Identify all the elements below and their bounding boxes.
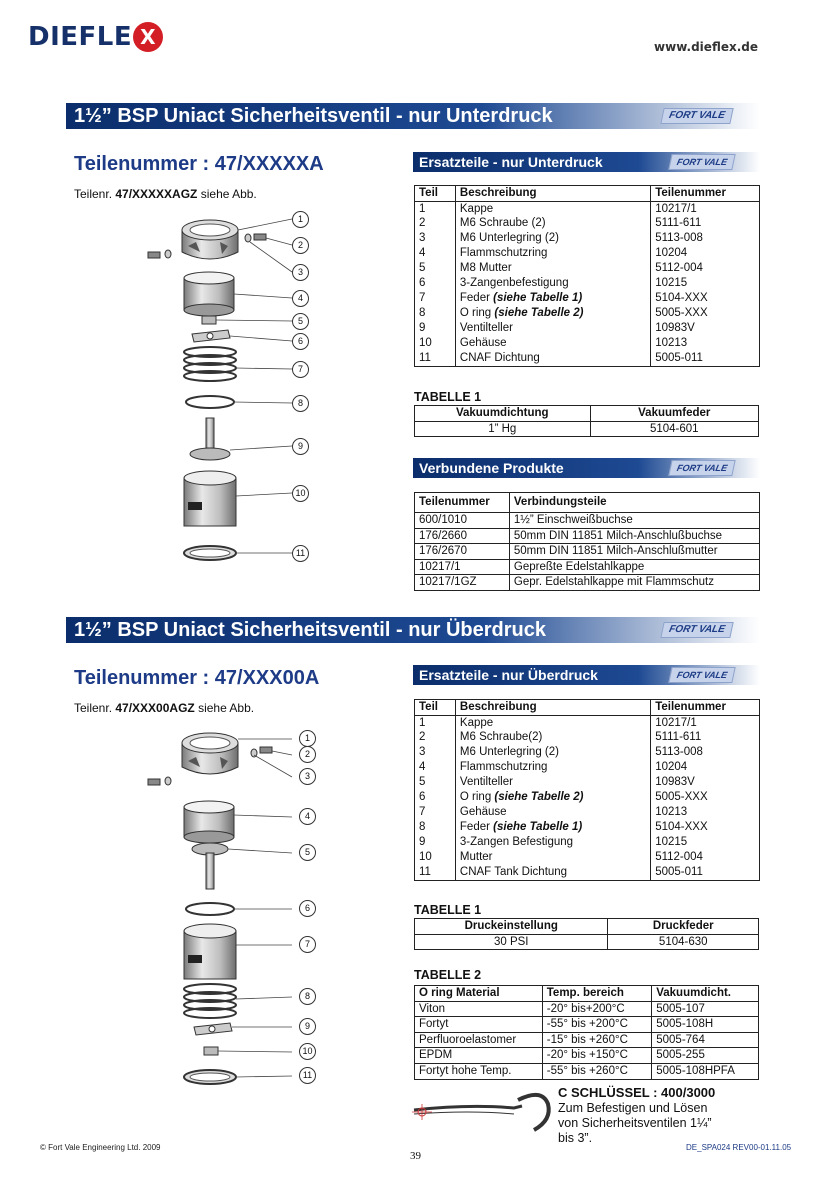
ref-prefix: Teilenr.	[74, 701, 116, 715]
cap-part	[182, 220, 238, 259]
table-row	[415, 513, 760, 529]
callout-10: 10	[292, 485, 309, 502]
cell-beschreibung: O ring (siehe Tabelle 2)	[455, 790, 650, 805]
nut-part	[202, 316, 216, 324]
cell-beschreibung: 3-Zangenbefestigung	[455, 276, 650, 291]
table-row	[415, 351, 760, 366]
section1-exploded-diagram	[130, 200, 330, 580]
logo-text: DIEFLE	[28, 22, 133, 52]
cell-teilenummer: 5005-XXX	[651, 306, 760, 321]
cell-teilenummer: 10983V	[651, 775, 760, 790]
seal-part	[184, 1070, 236, 1084]
section1-spares-header	[413, 152, 760, 172]
valve-pallet-part	[192, 843, 228, 889]
table-row	[415, 559, 760, 575]
c-key-line: Zum Befestigen und Lösen	[558, 1101, 708, 1115]
related-products-table	[414, 492, 760, 591]
cell-beschreibung: Kappe	[455, 201, 650, 216]
cell-teilenummer: 5005-011	[651, 865, 760, 880]
nut-part	[204, 1047, 218, 1055]
cell-teilenummer: 10983V	[651, 321, 760, 336]
o-ring-part	[186, 396, 234, 408]
section1-part-number: Teilenummer : 47/XXXXXA	[74, 153, 324, 175]
cell-teil: 4	[415, 760, 456, 775]
page-number: 39	[410, 1150, 421, 1162]
screw-part	[148, 777, 171, 785]
callout-7: 7	[299, 936, 316, 953]
cell-beschreibung: Feder (siehe Tabelle 1)	[455, 820, 650, 835]
section1-spares-table	[414, 185, 760, 367]
cell: 176/2660	[415, 528, 510, 544]
cell-teilenummer: 5113-008	[651, 745, 760, 760]
cell-beschreibung: Gehäuse	[455, 805, 650, 820]
section2-tabelle2-title: TABELLE 2	[414, 968, 482, 982]
cell: 5005-255	[652, 1048, 759, 1064]
section1-tabelle1	[414, 405, 759, 437]
c-key-line: von Sicherheitsventilen 1¼”	[558, 1116, 712, 1130]
fortvale-logo-small: FORT VALE	[668, 154, 736, 170]
th-teilenummer: Teilenummer	[651, 186, 760, 202]
c-key-title: C SCHLÜSSEL : 400/3000	[558, 1085, 716, 1100]
callout-3: 3	[299, 768, 316, 785]
table-row	[415, 1063, 759, 1079]
related-products-header	[413, 458, 760, 478]
cell-teilenummer: 5005-XXX	[651, 790, 760, 805]
cell-teil: 1	[415, 715, 456, 730]
cell-teilenummer: 5111-611	[651, 730, 760, 745]
cell-teilenummer: 5104-XXX	[651, 291, 760, 306]
th-vakuumdichtung: Vakuumdichtung	[415, 406, 591, 422]
table-row	[415, 246, 760, 261]
cell-teil: 10	[415, 336, 456, 351]
cell-teil: 6	[415, 276, 456, 291]
table-row	[415, 1032, 759, 1048]
callout-1: 1	[292, 211, 309, 228]
table-row	[415, 805, 760, 820]
cell-teil: 2	[415, 216, 456, 231]
cell: Fortyt	[415, 1017, 543, 1033]
cell-beschreibung: Feder (siehe Tabelle 1)	[455, 291, 650, 306]
table-row	[415, 276, 760, 291]
cell-beschreibung: Gehäuse	[455, 336, 650, 351]
th-temp-bereich: Temp. bereich	[542, 986, 651, 1002]
cell: 5005-108HPFA	[652, 1063, 759, 1079]
section2-banner-title: 1½” BSP Uniact Sicherheitsventil - nur Überdruck	[74, 619, 546, 641]
table-row	[415, 745, 760, 760]
section2-banner	[66, 617, 760, 643]
table-row	[415, 336, 760, 351]
copyright: © Fort Vale Engineering Ltd. 2009	[40, 1143, 161, 1152]
th-teilenummer: Teilenummer	[415, 493, 510, 513]
cell: 5005-108H	[652, 1017, 759, 1033]
cell: 1½” Einschweißbuchse	[509, 513, 759, 529]
cell-beschreibung: Kappe	[455, 715, 650, 730]
screw-part-right	[245, 234, 266, 242]
table-row	[415, 835, 760, 850]
cell-teil: 1	[415, 201, 456, 216]
th-teilenummer: Teilenummer	[651, 700, 760, 716]
cell: Perfluoroelastomer	[415, 1032, 543, 1048]
cell: 50mm DIN 11851 Milch-Anschlußmutter	[509, 544, 759, 560]
cell-teil: 4	[415, 246, 456, 261]
cell-beschreibung: Ventilteller	[455, 321, 650, 336]
spring-part	[184, 347, 236, 381]
valve-pallet-part	[190, 418, 230, 460]
th-vakuumdicht: Vakuumdicht.	[652, 986, 759, 1002]
cell: EPDM	[415, 1048, 543, 1064]
callout-2: 2	[292, 237, 309, 254]
section2-part-number: Teilenummer : 47/XXX00A	[74, 667, 320, 689]
table-row	[415, 201, 760, 216]
callout-5: 5	[292, 313, 309, 330]
body-part	[184, 924, 236, 979]
cell-teil: 5	[415, 775, 456, 790]
callout-11: 11	[292, 545, 309, 562]
cell: Gepreßte Edelstahlkappe	[509, 559, 759, 575]
cell-beschreibung: M6 Unterlegring (2)	[455, 231, 650, 246]
document-code: DE_SPA024 REV00-01.11.05	[686, 1143, 792, 1152]
cell: 10217/1GZ	[415, 575, 510, 591]
cell-teilenummer: 10215	[651, 835, 760, 850]
ref-code: 47/XXXXXAGZ	[115, 187, 198, 201]
table-row	[415, 291, 760, 306]
th-teil: Teil	[415, 186, 456, 202]
callout-7: 7	[292, 361, 309, 378]
cell-teilenummer: 10217/1	[651, 201, 760, 216]
callout-4: 4	[299, 808, 316, 825]
cell-teil: 10	[415, 850, 456, 865]
section2-spares-header	[413, 665, 760, 685]
body-part	[184, 471, 236, 526]
fortvale-logo: FORT VALE	[661, 108, 734, 124]
cell: 50mm DIN 11851 Milch-Anschlußbuchse	[509, 528, 759, 544]
table-row	[415, 850, 760, 865]
cell: 600/1010	[415, 513, 510, 529]
cell-teil: 9	[415, 321, 456, 336]
cell-teil: 3	[415, 745, 456, 760]
callout-5: 5	[299, 844, 316, 861]
callout-1: 1	[299, 730, 316, 747]
table-row	[415, 865, 760, 880]
table-row	[415, 321, 760, 336]
cell: Gepr. Edelstahlkappe mit Flammschutz	[509, 575, 759, 591]
section2-tabelle1-title: TABELLE 1	[414, 903, 482, 917]
clamp-part	[194, 1023, 232, 1035]
th-o-ring-material: O ring Material	[415, 986, 543, 1002]
cell-teil: 7	[415, 805, 456, 820]
th-druckfeder: Druckfeder	[608, 919, 759, 935]
cell-beschreibung: M6 Schraube(2)	[455, 730, 650, 745]
cell: 5005-764	[652, 1032, 759, 1048]
cell-teilenummer: 10217/1	[651, 715, 760, 730]
cell: -55° bis +260°C	[542, 1063, 651, 1079]
cell-teilenummer: 10213	[651, 336, 760, 351]
logo-x-badge: X	[133, 22, 163, 52]
cell-teil: 2	[415, 730, 456, 745]
section1-banner	[66, 103, 760, 129]
cell-teil: 3	[415, 231, 456, 246]
th-vakuumfeder: Vakuumfeder	[590, 406, 758, 422]
spring-part	[184, 984, 236, 1018]
cell-beschreibung: Ventilteller	[455, 775, 650, 790]
callout-3: 3	[292, 264, 309, 281]
table-row	[415, 760, 760, 775]
cell-teil: 11	[415, 865, 456, 880]
table-row	[415, 1017, 759, 1033]
cell-beschreibung: M8 Mutter	[455, 261, 650, 276]
cell-teilenummer: 5113-008	[651, 231, 760, 246]
th-druckeinstellung: Druckeinstellung	[415, 919, 608, 935]
ref-suffix: siehe Abb.	[197, 187, 257, 201]
dieflex-logo	[28, 22, 163, 52]
section2-reference	[74, 701, 254, 715]
section1-tabelle1-title: TABELLE 1	[414, 390, 482, 404]
cap-part	[182, 733, 238, 774]
cell-teil: 11	[415, 351, 456, 366]
callout-10: 10	[299, 1043, 316, 1060]
cell: -15° bis +260°C	[542, 1032, 651, 1048]
table-row	[415, 1001, 759, 1017]
cell-beschreibung: Flammschutzring	[455, 246, 650, 261]
table-row	[415, 715, 760, 730]
cell-teilenummer: 10213	[651, 805, 760, 820]
website-url[interactable]: www.dieflex.de	[654, 40, 758, 54]
c-key-description	[558, 1101, 712, 1146]
cell: 5104-630	[608, 934, 759, 950]
cell-beschreibung: 3-Zangen Befestigung	[455, 835, 650, 850]
cell-teilenummer: 10215	[651, 276, 760, 291]
table-row	[415, 306, 760, 321]
flame-ring-part	[184, 801, 234, 843]
section2-spares-table	[414, 699, 760, 881]
cell-beschreibung: O ring (siehe Tabelle 2)	[455, 306, 650, 321]
fortvale-logo-small: FORT VALE	[668, 460, 736, 476]
cell-teilenummer: 10204	[651, 246, 760, 261]
cell-teilenummer: 5111-611	[651, 216, 760, 231]
cell-beschreibung: M6 Unterlegring (2)	[455, 745, 650, 760]
th-teil: Teil	[415, 700, 456, 716]
callout-9: 9	[299, 1018, 316, 1035]
screw-part	[148, 250, 171, 258]
cell-teil: 5	[415, 261, 456, 276]
cell-beschreibung: Flammschutzring	[455, 760, 650, 775]
ref-code: 47/XXX00AGZ	[115, 701, 195, 715]
cell: Viton	[415, 1001, 543, 1017]
cell: 10217/1	[415, 559, 510, 575]
table-row	[415, 528, 760, 544]
section1-reference	[74, 187, 257, 201]
cell-beschreibung: CNAF Dichtung	[455, 351, 650, 366]
cell-beschreibung: CNAF Tank Dichtung	[455, 865, 650, 880]
callout-6: 6	[299, 900, 316, 917]
cell-teilenummer: 5104-XXX	[651, 820, 760, 835]
table-row	[415, 790, 760, 805]
cell: -20° bis+200°C	[542, 1001, 651, 1017]
cell-teilenummer: 5112-004	[651, 850, 760, 865]
table-row	[415, 730, 760, 745]
section1-spares-title: Ersatzteile - nur Unterdruck	[419, 154, 603, 170]
callout-8: 8	[299, 988, 316, 1005]
fortvale-logo-small: FORT VALE	[668, 667, 736, 683]
flame-ring-part	[184, 272, 234, 316]
callout-4: 4	[292, 290, 309, 307]
callout-6: 6	[292, 333, 309, 350]
table-row	[415, 775, 760, 790]
related-products-title: Verbundene Produkte	[419, 460, 564, 476]
section2-spares-title: Ersatzteile - nur Überdruck	[419, 667, 598, 683]
seal-part	[184, 546, 236, 560]
clamp-part	[192, 330, 230, 342]
table-row	[415, 544, 760, 560]
fortvale-logo: FORT VALE	[661, 622, 734, 638]
cell: 30 PSI	[415, 934, 608, 950]
section2-tabelle2	[414, 985, 759, 1080]
th-beschreibung: Beschreibung	[455, 186, 650, 202]
c-key-line: bis 3”.	[558, 1131, 593, 1145]
callout-11: 11	[299, 1067, 316, 1084]
section1-banner-title: 1½” BSP Uniact Sicherheitsventil - nur Unterdruck	[74, 105, 553, 127]
cell-beschreibung: M6 Schraube (2)	[455, 216, 650, 231]
cell-teil: 8	[415, 306, 456, 321]
th-beschreibung: Beschreibung	[455, 700, 650, 716]
callout-9: 9	[292, 438, 309, 455]
cell-beschreibung: Mutter	[455, 850, 650, 865]
table-row	[415, 820, 760, 835]
callout-2: 2	[299, 746, 316, 763]
ref-prefix: Teilenr.	[74, 187, 116, 201]
cell-teil: 7	[415, 291, 456, 306]
th-verbindungsteile: Verbindungsteile	[509, 493, 759, 513]
o-ring-part	[186, 903, 234, 915]
c-key-wrench-illustration	[410, 1086, 558, 1138]
cell-teilenummer: 5112-004	[651, 261, 760, 276]
table-row	[415, 575, 760, 591]
cell: -20° bis +150°C	[542, 1048, 651, 1064]
cell-teilenummer: 10204	[651, 760, 760, 775]
cell: Fortyt hohe Temp.	[415, 1063, 543, 1079]
cell: -55° bis +200°C	[542, 1017, 651, 1033]
cell: 1” Hg	[415, 421, 591, 437]
cell: 176/2670	[415, 544, 510, 560]
ref-suffix: siehe Abb.	[194, 701, 255, 715]
cell-teil: 9	[415, 835, 456, 850]
cell-teil: 8	[415, 820, 456, 835]
table-row	[415, 1048, 759, 1064]
cell: 5104-601	[590, 421, 758, 437]
cell-teil: 6	[415, 790, 456, 805]
table-row	[415, 261, 760, 276]
section2-tabelle1	[414, 918, 759, 950]
table-row	[415, 231, 760, 246]
cell: 5005-107	[652, 1001, 759, 1017]
callout-8: 8	[292, 395, 309, 412]
cell-teilenummer: 5005-011	[651, 351, 760, 366]
table-row	[415, 216, 760, 231]
